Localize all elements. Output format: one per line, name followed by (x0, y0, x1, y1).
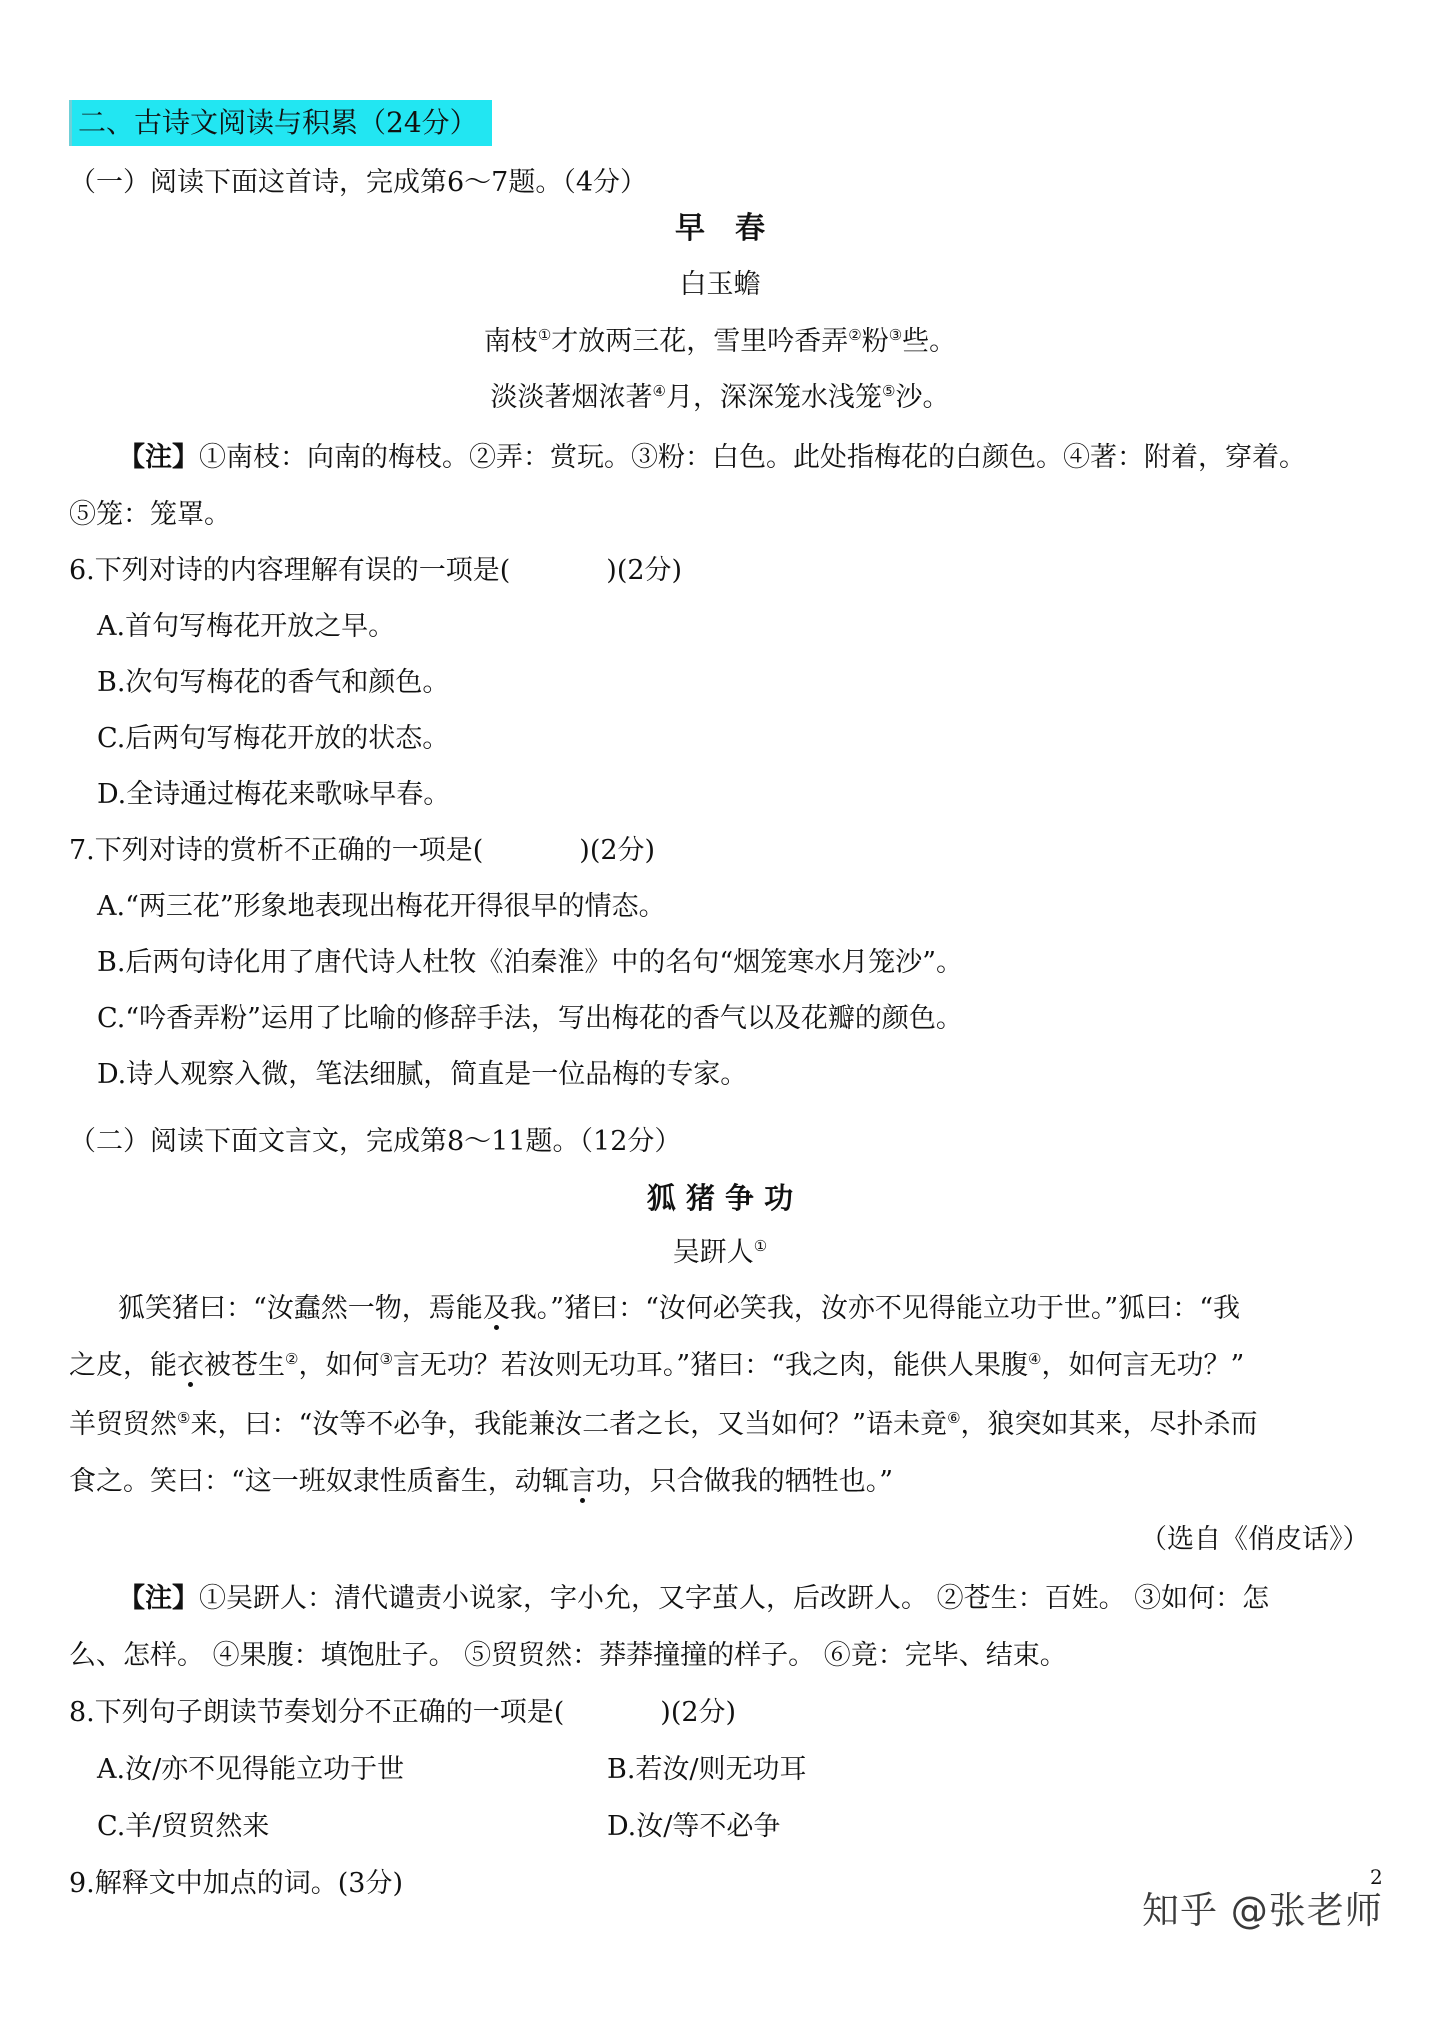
page-number: 2 (1370, 1865, 1383, 1889)
watermark: 知乎 @张老师 (1142, 1889, 1383, 1932)
section-heading: 二、古诗文阅读与积累（24分） (69, 100, 492, 146)
question-6-option-d: D.全诗通过梅花来歌咏早春。 (97, 779, 451, 810)
poem-note-line-1: 【注】①南枝：向南的梅枝。②弄：赏玩。③粉：白色。此处指梅花的白颜色。④著：附着，穿着。 (118, 442, 1306, 473)
question-8-option-d: D.汝/等不必争 (607, 1811, 781, 1842)
passage-title: 狐 猪 争 功 (646, 1181, 794, 1215)
question-7-stem: 7.下列对诗的赏析不正确的一项是( )(2分) (69, 835, 656, 866)
dotted-word-ji: 及 (482, 1293, 510, 1324)
question-6-option-a: A.首句写梅花开放之早。 (97, 611, 396, 642)
question-9-stem: 9.解释文中加点的词。(3分) (69, 1868, 404, 1899)
passage-note-line-2: 么、怎样。 ④果腹：填饱肚子。 ⑤贸贸然：莽莽撞撞的样子。 ⑥竟：完毕、结束。 (69, 1640, 1067, 1671)
passage-note-line-1: 【注】①吴趼人：清代谴责小说家，字小允，又字茧人，后改趼人。 ②苍生：百姓。 ③如何：怎 (118, 1583, 1270, 1614)
question-8-option-a: A.汝/亦不见得能立功于世 (97, 1754, 405, 1785)
poem-author: 白玉蟾 (679, 269, 761, 300)
question-7-option-a: A.“两三花”形象地表现出梅花开得很早的情态。 (97, 891, 666, 922)
question-6-option-b: B.次句写梅花的香气和颜色。 (97, 667, 450, 698)
question-7-option-b: B.后两句诗化用了唐代诗人杜牧《泊秦淮》中的名句“烟笼寒水月笼沙”。 (97, 947, 964, 978)
passage-line-1: 狐笑猪曰：“汝蠢然一物，焉能及我。”猪曰：“汝何必笑我，汝亦不见得能立功于世。”狐曰：“我 (118, 1293, 1241, 1324)
passage-line-4: 食之。笑曰：“这一班奴隶性质畜生，动辄言功，只合做我的牺牲也。” (69, 1466, 894, 1497)
dotted-word-yan: 言 (568, 1466, 596, 1497)
question-8-stem: 8.下列句子朗读节奏划分不正确的一项是( )(2分) (69, 1697, 737, 1728)
passage-line-2: 之皮，能衣被苍生②，如何③言无功？若汝则无功耳。”猪曰：“我之肉，能供人果腹④，如何言无功？” (69, 1350, 1245, 1381)
passage-line-3: 羊贸贸然⑤来，曰：“汝等不必争，我能兼汝二者之长，又当如何？”语未竟⑥，狼突如其来，尽扑杀而 (69, 1409, 1258, 1440)
poem-note-line-2: ⑤笼：笼罩。 (69, 499, 231, 530)
poem-line-1: 南枝①才放两三花，雪里吟香弄②粉③些。 (483, 326, 957, 357)
question-6-option-c: C.后两句写梅花开放的状态。 (97, 723, 450, 754)
part2-intro: （二）阅读下面文言文，完成第8～11题。（12分） (69, 1126, 682, 1157)
question-8-option-c: C.羊/贸贸然来 (97, 1811, 270, 1842)
poem-title: 早 春 (675, 211, 765, 246)
question-7-option-c: C.“吟香弄粉”运用了比喻的修辞手法，写出梅花的香气以及花瓣的颜色。 (97, 1003, 963, 1034)
dotted-word-yi: 衣 (177, 1350, 204, 1381)
passage-author: 吴趼人① (672, 1237, 768, 1268)
question-8-option-b: B.若汝/则无功耳 (607, 1754, 807, 1785)
poem-line-2: 淡淡著烟浓著④月，深深笼水浅笼⑤沙。 (490, 382, 950, 413)
question-7-option-d: D.诗人观察入微，笔法细腻，简直是一位品梅的专家。 (97, 1059, 748, 1090)
passage-source: （选自《俏皮话》） (1140, 1524, 1370, 1555)
part1-intro: （一）阅读下面这首诗，完成第6～7题。（4分） (69, 167, 648, 198)
question-6-stem: 6.下列对诗的内容理解有误的一项是( )(2分) (69, 555, 683, 586)
